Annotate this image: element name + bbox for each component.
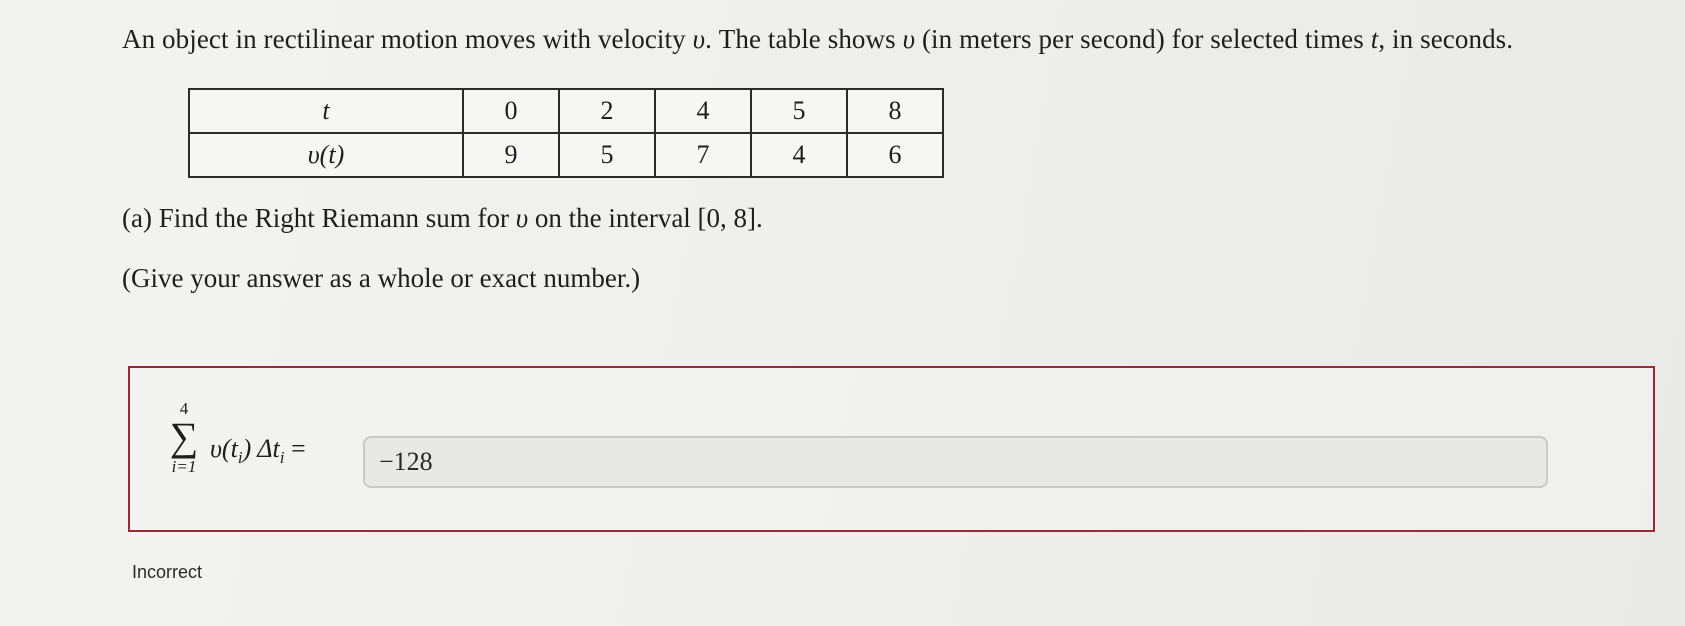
- expr-sub-1: i: [237, 448, 243, 468]
- sum-lower-limit: i=1: [171, 457, 197, 476]
- status-incorrect-label: Incorrect: [132, 562, 203, 582]
- prompt-text-2: . The table shows: [705, 24, 903, 54]
- prompt-text-1: An object in rectilinear motion moves with velocity: [122, 24, 693, 54]
- prompt-text-4: , in seconds.: [1378, 24, 1514, 54]
- table-cell-v-0: 9: [463, 133, 559, 177]
- table-header-t: t: [189, 89, 463, 133]
- velocity-table: [188, 88, 944, 178]
- part-a-velocity-symbol: υ: [515, 203, 529, 233]
- expr-v: υ(t: [210, 434, 238, 463]
- part-a-text-1: (a) Find the Right Riemann sum for: [122, 203, 516, 233]
- answer-format-hint: (Give your answer as a whole or exact number.): [122, 263, 641, 293]
- table-header-v: υ(t): [189, 133, 463, 177]
- velocity-symbol: υ: [692, 24, 706, 54]
- expr-equals: =: [284, 434, 306, 463]
- expr-mid: ) Δt: [242, 434, 280, 463]
- table-cell-t-4: 8: [847, 89, 943, 133]
- answer-box: [128, 366, 1655, 532]
- time-symbol: t: [1370, 24, 1379, 54]
- riemann-expression: [210, 434, 306, 468]
- sigma-icon: ∑: [169, 414, 199, 459]
- table-cell-v-4: 6: [847, 133, 943, 177]
- part-a-question: [122, 203, 763, 234]
- summation-notation: [164, 400, 204, 478]
- part-a-text-2: on the interval [0, 8].: [528, 203, 763, 233]
- table-cell-v-3: 4: [751, 133, 847, 177]
- table-cell-t-3: 5: [751, 89, 847, 133]
- sum-upper-limit: 4: [179, 399, 189, 418]
- table-row-v: [189, 133, 943, 177]
- table-cell-v-2: 7: [655, 133, 751, 177]
- question-prompt: [122, 24, 1513, 55]
- table-cell-t-0: 0: [463, 89, 559, 133]
- prompt-text-3: (in meters per second) for selected times: [915, 24, 1371, 54]
- velocity-symbol-2: υ: [902, 24, 916, 54]
- expr-sub-2: i: [279, 448, 285, 468]
- answer-input[interactable]: [363, 436, 1548, 488]
- table-cell-t-2: 4: [655, 89, 751, 133]
- table-row-t: [189, 89, 943, 133]
- table-cell-v-1: 5: [559, 133, 655, 177]
- table-cell-t-1: 2: [559, 89, 655, 133]
